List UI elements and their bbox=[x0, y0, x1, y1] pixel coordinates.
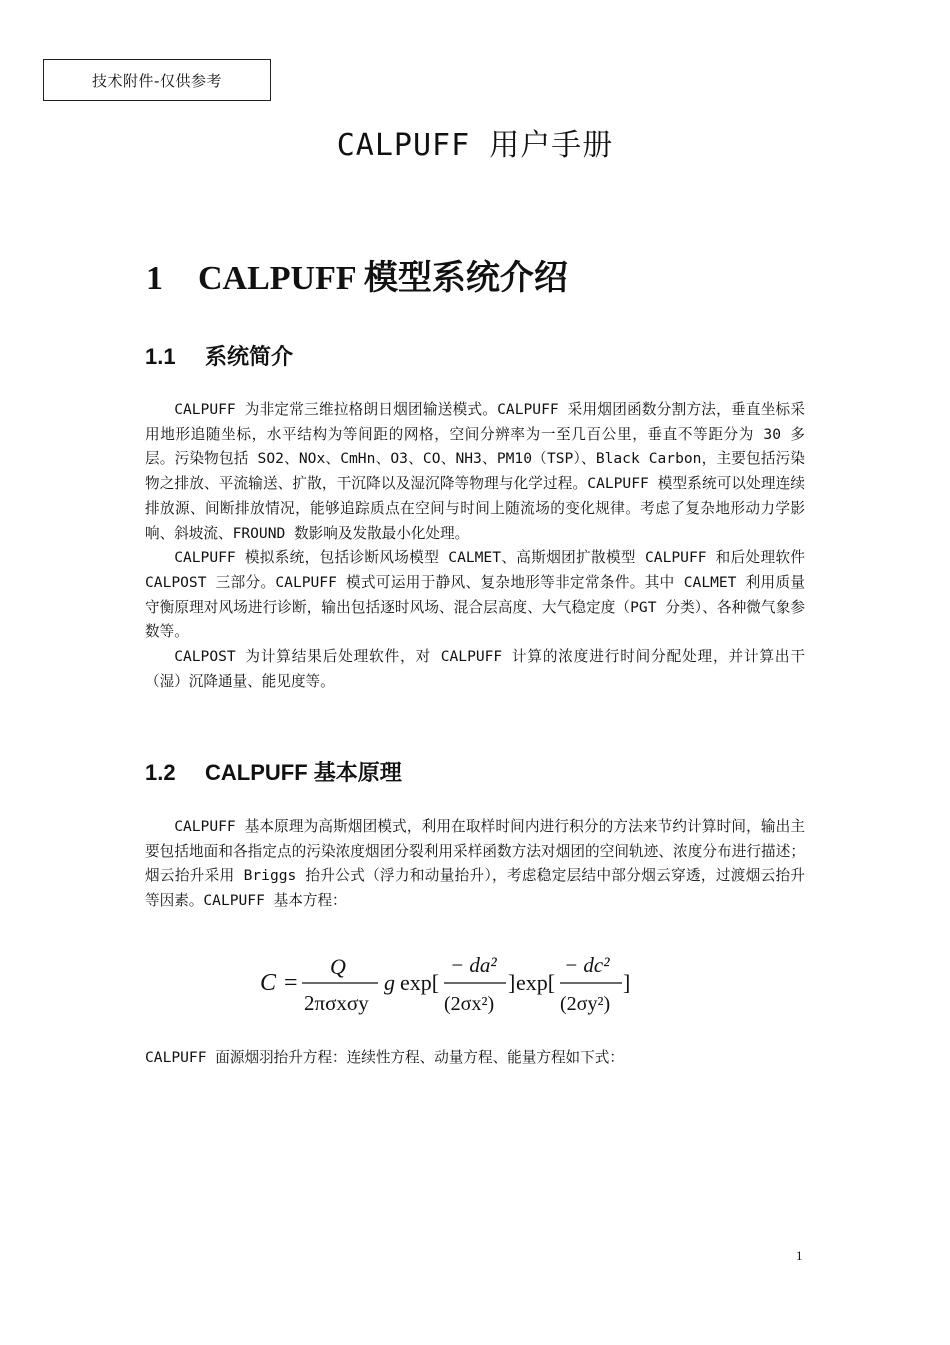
section-number: 1.2 bbox=[145, 760, 176, 785]
paragraph: CALPUFF 基本原理为高斯烟团模式，利用在取样时间内进行积分的方法来节约计算时间，输出主要包括地面和各指定点的污染浓度烟团分裂利用采样函数方法对烟团的空间轨迹、浓度分布进行描述；烟云抬升采用 Briggs 抬升公式（浮力和动量抬升），考虑稳定层结中部分烟云穿透，过渡烟云抬升等因素。CALPUFF 基本方程： bbox=[145, 818, 805, 910]
formula-equals: = bbox=[284, 970, 298, 996]
exp2-close: ] bbox=[623, 970, 631, 995]
exp1-close: ] bbox=[508, 970, 516, 995]
plume-rise-intro: CALPUFF 面源烟羽抬升方程：连续性方程、动量方程、能量方程如下式： bbox=[145, 1049, 624, 1066]
section-1-1-body bbox=[145, 398, 805, 694]
paragraph: CALPOST 为计算结果后处理软件，对 CALPUFF 计算的浓度进行时间分配处理，并计算出干（湿）沉降通量、能见度等。 bbox=[145, 648, 805, 690]
document-title: CALPUFF 用户手册 bbox=[336, 128, 614, 163]
calpuff-equation bbox=[258, 950, 638, 1020]
chapter-heading bbox=[146, 250, 568, 299]
formula-numerator: Q bbox=[330, 954, 346, 979]
paragraph: CALPUFF 为非定常三维拉格朗日烟团输送模式。CALPUFF 采用烟团函数分割方法，垂直坐标采用地形追随坐标，水平结构为等间距的网格，空间分辨率为一至几百公里，垂直不等距分为 30 多层。污染物包括 SO2、NOx、CmHn、O3、CO、NH3、PM10（TSP）、Black Carbon，主要包括污染物之排放、平流输送、扩散，干沉降以及湿沉降等物理与化学过程。CALPUFF 模型系统可以处理连续排放源、间断排放情况，能够追踪质点在空间与时间上随流场的变化规律。考虑了复杂地形动力学影响、斜坡流、FROUND 数影响及发散最小化处理。 bbox=[145, 401, 805, 542]
exp2-function: exp[ bbox=[516, 970, 556, 995]
section-heading-1-2 bbox=[145, 756, 402, 787]
section-number: 1.1 bbox=[145, 344, 176, 369]
section-heading-1-1 bbox=[145, 340, 293, 371]
section-1-2-body bbox=[145, 815, 805, 914]
section-title: 系统简介 bbox=[205, 344, 294, 369]
chapter-title: CALPUFF 模型系统介绍 bbox=[198, 260, 568, 297]
exp1-function: exp[ bbox=[400, 970, 440, 995]
exp2-numerator: − dc² bbox=[564, 953, 610, 977]
paragraph: CALPUFF 模拟系统，包括诊断风场模型 CALMET、高斯烟团扩散模型 CALPUFF 和后处理软件 CALPOST 三部分。CALPUFF 模式可运用于静风、复杂地形等非定常条件。其中 CALMET 利用质量守衡原理对风场进行诊断，输出包括逐时风场、混合层高度、大气稳定度（PGT 分类）、各种微气象参数等。 bbox=[145, 549, 805, 641]
exp1-numerator: − da² bbox=[450, 953, 497, 977]
exp1-denominator: (2σx²) bbox=[444, 993, 495, 1015]
formula-factor: g bbox=[384, 970, 395, 995]
technical-attachment-label: 技术附件-仅供参考 bbox=[43, 59, 271, 101]
formula-denominator: 2πσxσy bbox=[304, 991, 369, 1015]
exp2-denominator: (2σy²) bbox=[560, 993, 611, 1015]
page-number: 1 bbox=[796, 1248, 803, 1263]
chapter-number: 1 bbox=[146, 260, 163, 297]
section-title: CALPUFF 基本原理 bbox=[205, 760, 402, 785]
formula-lhs: C bbox=[260, 970, 277, 996]
